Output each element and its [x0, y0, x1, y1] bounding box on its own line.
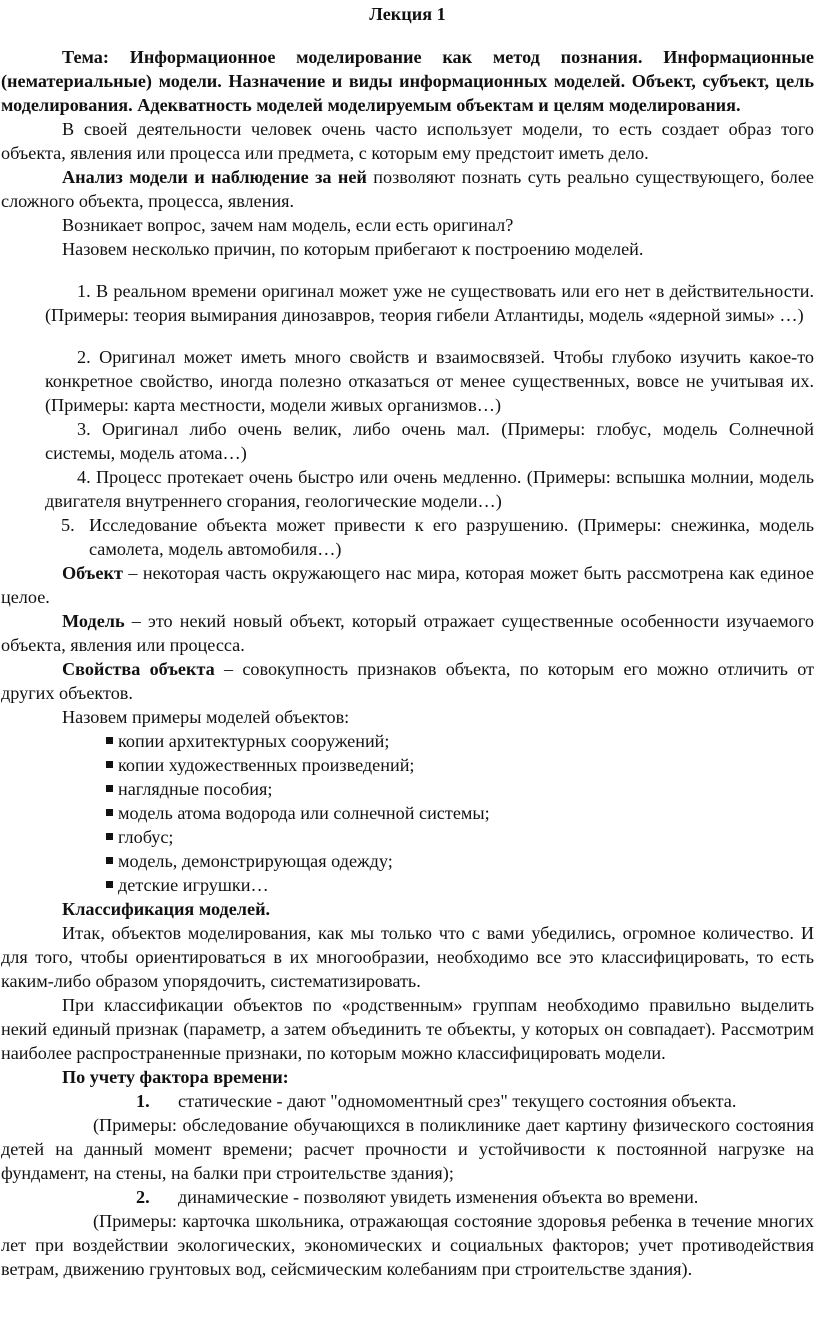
- bullet-icon: [106, 761, 113, 768]
- analysis-text: позволяют познать суть реально существующего, более сложного объекта, процесса, явления.: [1, 167, 814, 211]
- bullet-icon: [106, 785, 113, 792]
- lecture-title: Лекция 1: [369, 4, 446, 24]
- time-item-static: 1. статические - дают "одномоментный срез" текущего состояния объекта.: [136, 1091, 737, 1112]
- time-item-example: (Примеры: обследование обучающихся в поликлинике дает картину физического состояния детей на данный момент времени; расчет прочности и устойчивости к постоянной нагрузке на фундамент, на стены, на балки при строительстве здания);: [1, 1115, 814, 1184]
- reason-item: 1. В реальном времени оригинал может уже не существовать или его нет в действительности. (Примеры: теория вымирания динозавров, теория гибели Атлантиды, модель «ядерной зимы» …): [45, 281, 815, 326]
- example-item: детские игрушки…: [106, 873, 814, 897]
- bullet-icon: [106, 833, 113, 840]
- example-item: глобус;: [106, 825, 814, 849]
- bullet-icon: [106, 809, 113, 816]
- analysis-term: Анализ модели и наблюдение за ней: [62, 167, 367, 187]
- example-item: копии художественных произведений;: [106, 753, 814, 777]
- intro-paragraph: В своей деятельности человек очень часто использует модели, то есть создает образ того объекта, явления или процесса или предмета, с которым ему предстоит иметь дело.: [1, 119, 814, 163]
- reasons-intro: Назовем несколько причин, по которым прибегают к построению моделей.: [62, 239, 644, 259]
- time-item-dynamic: 2. динамические - позволяют увидеть изменения объекта во времени.: [136, 1187, 699, 1208]
- object-definition: Объект – некоторая часть окружающего нас мира, которая может быть рассмотрена как единое целое.: [1, 563, 814, 608]
- example-item: наглядные пособия;: [106, 777, 814, 801]
- time-factor-heading: По учету фактора времени:: [62, 1067, 289, 1088]
- bullet-icon: [106, 857, 113, 864]
- reason-item: 4. Процесс протекает очень быстро или очень медленно. (Примеры: вспышка молнии, модель двигателя внутреннего сгорания, геологические модели…): [45, 467, 814, 512]
- question-paragraph: Возникает вопрос, зачем нам модель, если есть оригинал?: [62, 215, 514, 235]
- model-definition: Модель – это некий новый объект, который отражает существенные особенности изучаемого объекта, явления или процесса.: [1, 611, 814, 656]
- classification-paragraph: При классификации объектов по «родственным» группам необходимо правильно выделить некий единый признак (параметр, а затем объединить те объекты, у которых он совпадает). Рассмотрим наиболее распространенные признаки, по которым можно классифицировать модели.: [1, 995, 814, 1064]
- classification-heading: Классификация моделей.: [62, 899, 271, 920]
- example-item: модель атома водорода или солнечной системы;: [106, 801, 814, 825]
- bullet-icon: [106, 737, 113, 744]
- reason-item: 2. Оригинал может иметь много свойств и взаимосвязей. Чтобы глубоко изучить какое-то конкретное свойство, иногда полезно отказаться от менее существенных, вовсе не учитывая их. (Примеры: карта местности, модели живых организмов…): [45, 347, 815, 416]
- analysis-paragraph: [1, 165, 814, 213]
- reason-item: 3. Оригинал либо очень велик, либо очень мал. (Примеры: глобус, модель Солнечной системы, модель атома…): [45, 419, 815, 464]
- time-item-example: (Примеры: карточка школьника, отражающая состояние здоровья ребенка в течение многих лет при воздействии экологических, экономических и социальных факторов; учет противодействия ветрам, движению грунтовых вод, сейсмическим колебаниям при строительстве здания).: [1, 1211, 814, 1280]
- examples-intro: Назовем примеры моделей объектов:: [62, 707, 350, 728]
- bullet-icon: [106, 881, 113, 888]
- example-item: модель, демонстрирующая одежду;: [106, 849, 814, 873]
- reason-item: 5. Исследование объекта может привести к его разрушению. (Примеры: снежинка, модель самолета, модель автомобиля…): [61, 515, 814, 560]
- properties-definition: Свойства объекта – совокупность признаков объекта, по которым его можно отличить от других объектов.: [1, 659, 815, 704]
- example-item: копии архитектурных сооружений;: [106, 729, 814, 753]
- topic-paragraph: Тема: Информационное моделирование как метод познания. Информационные (нематериальные) модели. Назначение и виды информационных моделей. Объект, субъект, цель моделирования. Адекватность моделей моделируемым объектам и целям моделирования.: [1, 47, 814, 115]
- classification-paragraph: Итак, объектов моделирования, как мы только что с вами убедились, огромное количество. И для того, чтобы ориентироваться в их многообразии, необходимо все это классифицировать, то есть каким-либо образом упорядочить, систематизировать.: [1, 923, 814, 992]
